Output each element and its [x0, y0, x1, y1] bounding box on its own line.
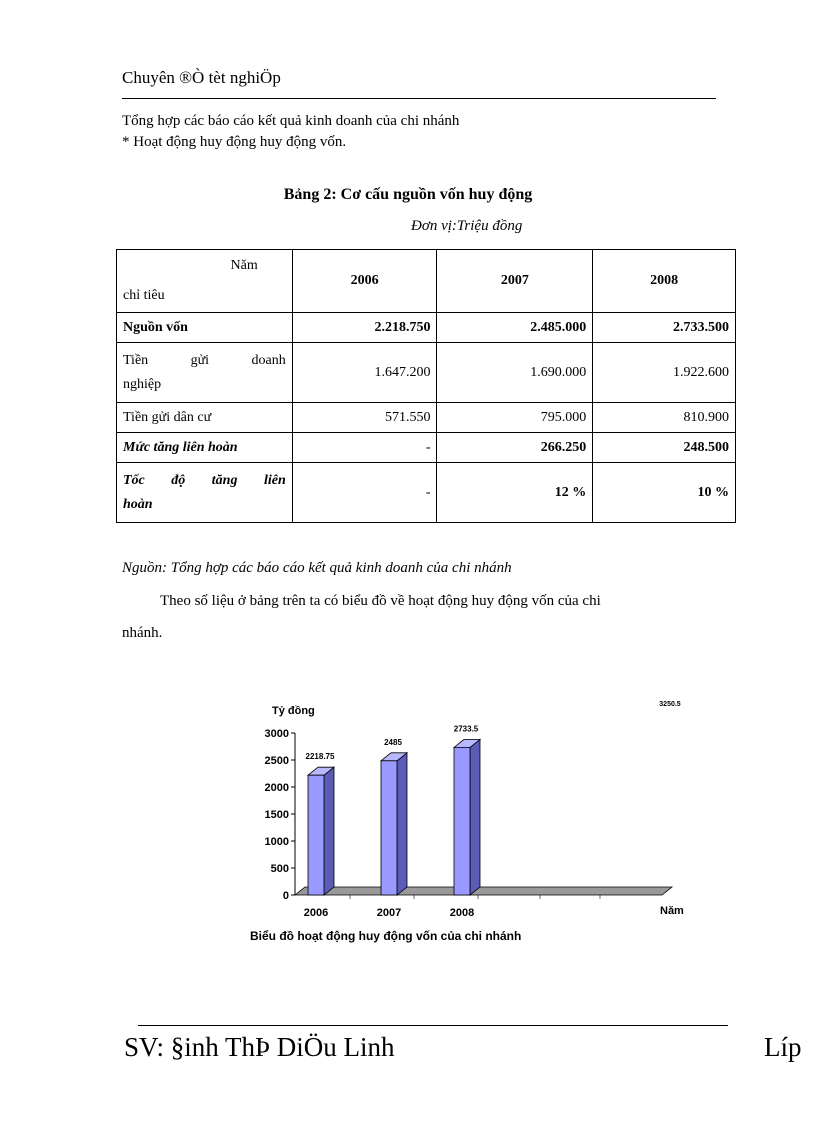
chart-y-tick-label: 1000 — [264, 836, 289, 848]
chart-bar — [308, 775, 324, 895]
paragraph-line-1: Theo số liệu ở bảng trên ta có biểu đồ về hoạt động huy động vốn của chi — [160, 593, 601, 609]
cell-value: 571.550 — [292, 403, 437, 433]
chart-bar — [454, 747, 470, 895]
row-label — [117, 463, 293, 523]
table-row-chain-increase — [117, 433, 736, 463]
chart-bar-group — [450, 724, 480, 919]
header-indicator-label: chỉ tiêu — [123, 288, 165, 303]
row-label-line-2: hoàn — [123, 496, 153, 512]
row-label — [117, 343, 293, 403]
table-row-resident-deposits — [117, 403, 736, 433]
cell-value: 2.733.500 — [593, 313, 736, 343]
row-label-word: liên — [263, 472, 286, 488]
chart-x-axis-label: Năm — [660, 905, 684, 917]
chart-bar — [381, 761, 397, 895]
chart-data-label: 2733.5 — [453, 724, 479, 734]
chart-bar-side — [324, 767, 334, 895]
chart-bar-side — [397, 753, 407, 895]
row-label-word: tăng — [211, 472, 238, 488]
cell-value: 795.000 — [437, 403, 593, 433]
table-unit: Đơn vị:Triệu đồng — [411, 218, 523, 234]
chart-y-tick-label: 0 — [282, 890, 289, 902]
row-label: Tiền gửi dân cư — [117, 403, 293, 433]
chart-data-label: 2485 — [384, 737, 402, 747]
chart-y-tick-label: 2000 — [264, 782, 289, 794]
table-row-chain-growth-rate — [117, 463, 736, 523]
chart-y-axis — [265, 728, 295, 902]
page-header-title: Chuyên ®Ò tèt nghiÖp — [122, 68, 281, 87]
cell-value: 1.922.600 — [593, 343, 736, 403]
cell-value: 1.690.000 — [437, 343, 593, 403]
chart-bar-side — [470, 739, 480, 895]
table-header-corner — [117, 250, 293, 313]
row-label-word: gửi — [190, 352, 210, 368]
header-divider — [122, 98, 716, 99]
cell-value: 10 % — [593, 463, 736, 523]
header-year-2008: 2008 — [593, 250, 736, 313]
chart-y-tick-label: 500 — [270, 863, 289, 875]
chart-category-label: 2008 — [449, 907, 475, 919]
row-label: Mức tăng liên hoàn — [117, 433, 293, 463]
row-label-word: doanh — [251, 352, 286, 368]
chart-floor-plane — [295, 887, 672, 895]
cell-value: - — [292, 463, 437, 523]
cell-value: 12 % — [437, 463, 593, 523]
cell-value: 2.218.750 — [292, 313, 437, 343]
chart-category-label: 2007 — [376, 907, 402, 919]
row-label-word: Tốc — [123, 472, 145, 488]
cell-value: 248.500 — [593, 433, 736, 463]
header-year-2006: 2006 — [292, 250, 437, 313]
intro-line-2: * Hoạt động huy động huy động vốn. — [122, 134, 347, 150]
chart-y-tick-label: 3000 — [264, 728, 289, 740]
footer-class-label: Líp — [764, 1032, 802, 1062]
row-label-line-2: nghiệp — [123, 376, 162, 392]
chart-category-label: 2006 — [303, 907, 329, 919]
footer-divider — [138, 1025, 728, 1026]
header-year-2007: 2007 — [437, 250, 593, 313]
cell-value: 1.647.200 — [292, 343, 437, 403]
table-title: Bảng 2: Cơ cấu nguồn vốn huy động — [283, 186, 533, 203]
chart-title: Biểu đồ hoạt động huy động vốn của chi nhánh — [250, 929, 522, 943]
capital-mobilization-bar-chart — [240, 690, 700, 950]
row-label-word: độ — [171, 472, 186, 488]
chart-floor — [295, 887, 672, 899]
paragraph-line-2: nhánh. — [122, 625, 163, 641]
chart-y-tick-label: 1500 — [264, 809, 289, 821]
table-row-business-deposits — [117, 343, 736, 403]
table-header-row — [117, 250, 736, 313]
footer-student-name: SV: §inh ThÞ DiÖu Linh — [124, 1032, 395, 1062]
intro-line-1: Tổng hợp các báo cáo kết quả kinh doanh của chi nhánh — [122, 113, 460, 129]
row-label-word: Tiền — [123, 352, 149, 368]
table-row-total-capital — [117, 313, 736, 343]
row-label: Nguồn vốn — [117, 313, 293, 343]
chart-y-axis-label: Tỷ đồng — [272, 705, 315, 717]
chart-data-label: 2218.75 — [305, 752, 335, 762]
cell-value: 266.250 — [437, 433, 593, 463]
capital-structure-table — [116, 249, 736, 523]
cell-value: - — [292, 433, 437, 463]
chart-corner-label: 3250.5 — [659, 701, 681, 708]
table-source-note: Nguồn: Tổng hợp các báo cáo kết quả kinh doanh của chi nhánh — [122, 560, 512, 576]
header-year-label: Năm — [230, 258, 258, 273]
cell-value: 2.485.000 — [437, 313, 593, 343]
cell-value: 810.900 — [593, 403, 736, 433]
chart-y-tick-label: 2500 — [264, 755, 289, 767]
